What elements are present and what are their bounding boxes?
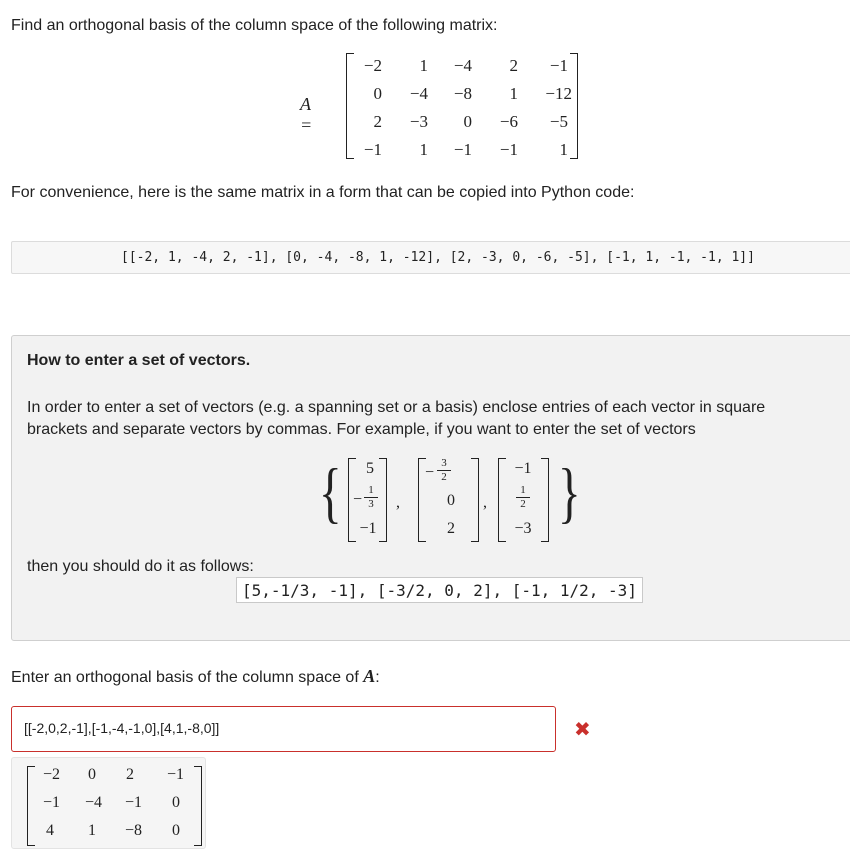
right-brace-icon: } [557, 454, 581, 530]
preview-cell: 0 [172, 794, 180, 811]
vector-entry: 5 [366, 460, 374, 477]
python-code-box[interactable] [11, 241, 850, 274]
preview-cell: −1 [124, 794, 142, 811]
matrix-cell: −5 [549, 112, 568, 131]
matrix-right-bracket [570, 53, 578, 159]
preview-cell: 2 [126, 766, 134, 783]
answer-input[interactable]: [[-2,0,2,-1],[-1,-4,-1,0],[4,1,-8,0]] [11, 706, 556, 752]
help-line-1: In order to enter a set of vectors (e.g. a spanning set or a basis) enclose entries of each vector in square [27, 399, 766, 416]
matrix-cell: 2 [373, 112, 382, 131]
vector-entry: −1 [359, 520, 377, 537]
matrix-label: A = [300, 94, 313, 135]
matrix-cell: −3 [409, 112, 428, 131]
matrix-cell: 1 [509, 84, 518, 103]
matrix-variable: A [363, 666, 376, 686]
matrix-cell: −1 [499, 140, 518, 159]
matrix-cell: 1 [419, 56, 428, 75]
vector-entry: 0 [447, 492, 455, 509]
preview-cell: −4 [84, 794, 102, 811]
fraction: 3 2 [437, 458, 451, 483]
answer-prompt: Enter an orthogonal basis of the column space of A: [11, 666, 380, 686]
answer-preview [11, 757, 206, 849]
fraction: 1 3 [364, 485, 378, 510]
convenience-text: For convenience, here is the same matrix in a form that can be copied into Python code: [11, 184, 635, 201]
question-prompt: Find an orthogonal basis of the column space of the following matrix: [11, 17, 498, 34]
fraction: 1 2 [516, 485, 530, 510]
python-code[interactable]: [[-2, 1, -4, 2, -1], [0, -4, -8, 1, -12], [2, -3, 0, -6, -5], [-1, 1, -1, -1, 1]] [121, 250, 755, 265]
help-heading: How to enter a set of vectors. [27, 352, 251, 369]
preview-cell: 0 [172, 822, 180, 839]
matrix-cell: 2 [509, 56, 518, 75]
preview-cell: 0 [88, 766, 96, 783]
matrix-cell: −1 [363, 140, 382, 159]
preview-cell: 1 [88, 822, 96, 839]
matrix-cell: 0 [463, 112, 472, 131]
then-text: then you should do it as follows: [27, 558, 254, 575]
vector-entry: 2 [447, 520, 455, 537]
matrix-cell: −12 [545, 84, 572, 103]
example-code[interactable]: [5,-1/3, -1], [-3/2, 0, 2], [-1, 1/2, -3] [236, 577, 643, 603]
matrix-cell: −1 [549, 56, 568, 75]
matrix-cell: −4 [409, 84, 428, 103]
vector-entry: −1 [514, 460, 532, 477]
matrix-cell: −8 [453, 84, 472, 103]
preview-cell: 4 [46, 822, 54, 839]
left-brace-icon: { [318, 454, 342, 530]
help-line-2: brackets and separate vectors by commas. For example, if you want to enter the set of vectors [27, 421, 696, 438]
matrix-cell: −4 [453, 56, 472, 75]
matrix-cell: 1 [559, 140, 568, 159]
matrix-cell: −2 [363, 56, 382, 75]
preview-cell: −8 [124, 822, 142, 839]
matrix-cell: 1 [419, 140, 428, 159]
preview-cell: −1 [42, 794, 60, 811]
preview-cell: −2 [42, 766, 60, 783]
vector-entry: −3 [514, 520, 532, 537]
matrix-cell: 0 [373, 84, 382, 103]
incorrect-icon: ✖ [574, 719, 591, 741]
preview-cell: −1 [166, 766, 184, 783]
matrix-cell: −6 [499, 112, 518, 131]
matrix-cell: −1 [453, 140, 472, 159]
